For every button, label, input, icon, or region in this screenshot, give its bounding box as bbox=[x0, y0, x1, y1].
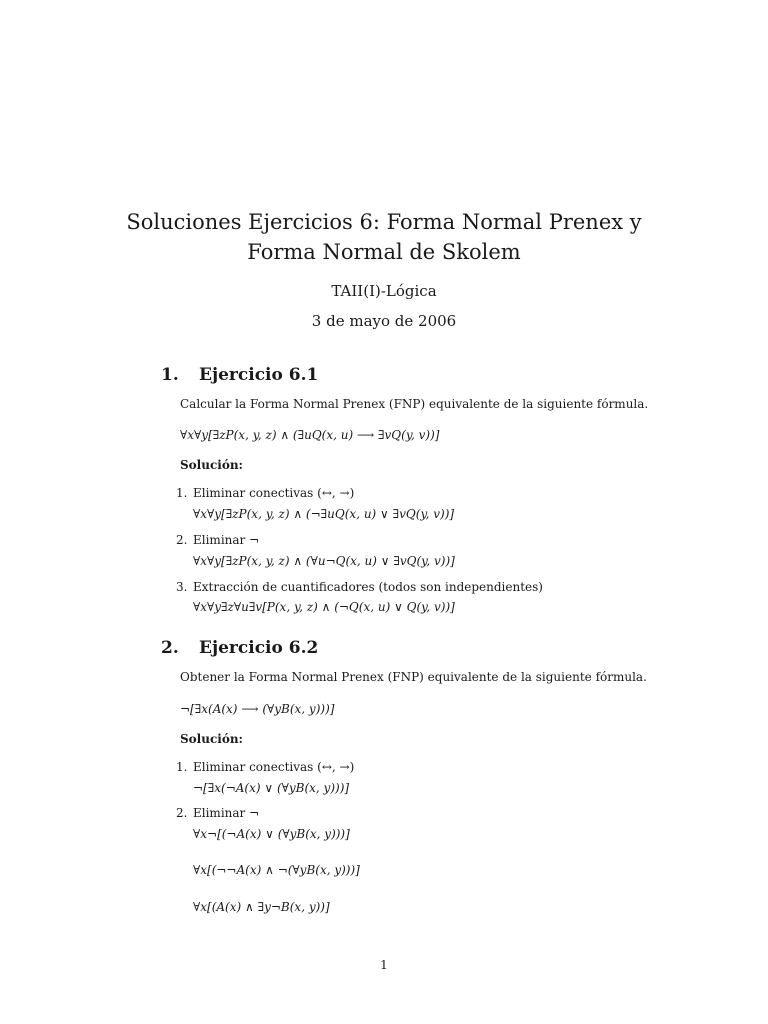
solution-label: Solución: bbox=[180, 458, 243, 472]
section-number: 2. bbox=[161, 638, 179, 658]
section-number: 1. bbox=[161, 365, 179, 385]
step-label: Eliminar ¬ bbox=[193, 533, 260, 547]
step-formula: ∀x[(¬¬A(x) ∧ ¬(∀yB(x, y)))] bbox=[193, 863, 360, 877]
page-number: 1 bbox=[380, 958, 388, 972]
solution-label: Solución: bbox=[180, 732, 243, 746]
step-label: Extracción de cuantificadores (todos son independientes) bbox=[193, 580, 543, 594]
title-line-2: Forma Normal de Skolem bbox=[247, 240, 521, 264]
step-number: 2. bbox=[176, 533, 188, 547]
step-formula: ∀x∀y∃z∀u∃v[P(x, y, z) ∧ (¬Q(x, u) ∨ Q(y, v))] bbox=[193, 600, 455, 614]
exercise-statement: Obtener la Forma Normal Prenex (FNP) equivalente de la siguiente fórmula. bbox=[180, 670, 647, 684]
step-number: 2. bbox=[176, 806, 188, 820]
step-formula: ∀x∀y[∃zP(x, y, z) ∧ (¬∃uQ(x, u) ∨ ∃vQ(y, v))] bbox=[193, 507, 455, 521]
title-line-1: Soluciones Ejercicios 6: Forma Normal Prenex y bbox=[126, 210, 642, 234]
step-number: 3. bbox=[176, 580, 188, 594]
step-formula: ∀x∀y[∃zP(x, y, z) ∧ (∀u¬Q(x, u) ∨ ∃vQ(y, v))] bbox=[193, 554, 455, 568]
course-name: TAII(I)-Lógica bbox=[331, 282, 437, 300]
step-formula: ∀x[(A(x) ∧ ∃y¬B(x, y))] bbox=[193, 900, 330, 914]
step-label: Eliminar conectivas (↔, →) bbox=[193, 486, 355, 500]
step-formula: ¬[∃x(¬A(x) ∨ (∀yB(x, y)))] bbox=[193, 781, 350, 795]
section-title: Ejercicio 6.2 bbox=[199, 638, 319, 658]
exercise-formula: ¬[∃x(A(x) ⟶ (∀yB(x, y)))] bbox=[180, 702, 335, 716]
section-heading-1 bbox=[161, 365, 318, 385]
step-number: 1. bbox=[176, 760, 188, 774]
document-title bbox=[0, 207, 768, 267]
step-formula: ∀x¬[(¬A(x) ∨ (∀yB(x, y)))] bbox=[193, 827, 350, 841]
section-title: Ejercicio 6.1 bbox=[199, 365, 319, 385]
exercise-statement: Calcular la Forma Normal Prenex (FNP) equivalente de la siguiente fórmula. bbox=[180, 397, 649, 411]
step-label: Eliminar ¬ bbox=[193, 806, 260, 820]
exercise-formula: ∀x∀y[∃zP(x, y, z) ∧ (∃uQ(x, u) ⟶ ∃vQ(y, v))] bbox=[180, 428, 440, 442]
step-number: 1. bbox=[176, 486, 188, 500]
step-label: Eliminar conectivas (↔, →) bbox=[193, 760, 355, 774]
document-date: 3 de mayo de 2006 bbox=[311, 312, 457, 330]
section-heading-2 bbox=[161, 638, 318, 658]
